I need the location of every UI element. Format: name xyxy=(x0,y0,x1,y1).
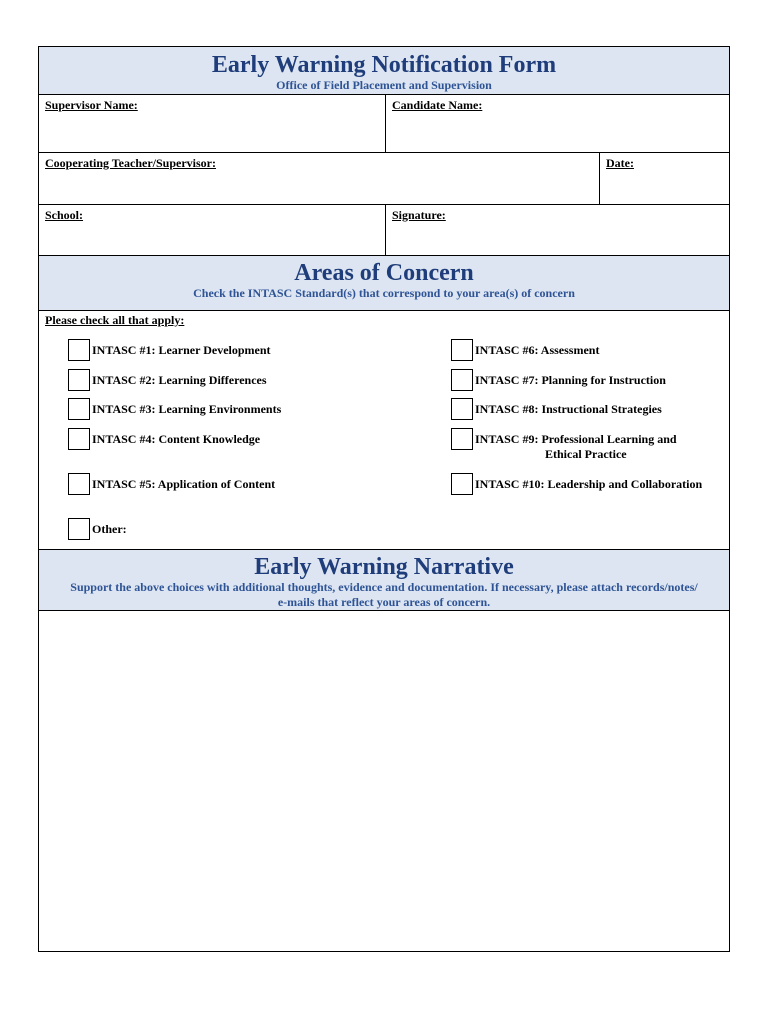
intasc-5-checkbox[interactable] xyxy=(68,473,90,495)
checklist-area xyxy=(39,311,729,549)
list-item xyxy=(451,343,599,361)
intasc-7-checkbox[interactable] xyxy=(451,369,473,391)
form-subtitle: Office of Field Placement and Supervision xyxy=(276,78,492,93)
intasc-2-checkbox[interactable] xyxy=(68,369,90,391)
intasc-3-label: INTASC #3: Learning Environments xyxy=(92,402,282,416)
cooperating-teacher-label: Cooperating Teacher/Supervisor: xyxy=(45,156,216,170)
school-field[interactable] xyxy=(39,205,385,255)
list-item xyxy=(68,343,271,361)
intasc-8-checkbox[interactable] xyxy=(451,398,473,420)
intasc-8-label: INTASC #8: Instructional Strategies xyxy=(475,402,662,416)
intasc-6-checkbox[interactable] xyxy=(451,339,473,361)
row-names xyxy=(39,95,729,153)
intasc-10-label: INTASC #10: Leadership and Collaboration xyxy=(475,477,703,491)
intasc-1-label: INTASC #1: Learner Development xyxy=(92,343,271,357)
row-school-signature xyxy=(39,205,729,255)
candidate-name-label: Candidate Name: xyxy=(392,98,483,112)
early-warning-form xyxy=(38,46,730,952)
intasc-4-checkbox[interactable] xyxy=(68,428,90,450)
supervisor-name-label: Supervisor Name: xyxy=(45,98,138,112)
areas-of-concern-subtitle: Check the INTASC Standard(s) that correspond to your area(s) of concern xyxy=(193,286,575,301)
date-label: Date: xyxy=(606,156,634,170)
candidate-name-field[interactable] xyxy=(385,95,729,152)
signature-field[interactable] xyxy=(385,205,729,255)
list-item xyxy=(451,373,666,391)
areas-of-concern-title: Areas of Concern xyxy=(294,260,474,286)
intasc-9-label xyxy=(475,432,677,462)
list-item xyxy=(68,522,127,540)
narrative-subtitle-line1: Support the above choices with additional thoughts, evidence and documentation. If necessary, please attach records/notes/ xyxy=(70,580,698,595)
row-teacher-date xyxy=(39,153,729,205)
checklist-instruction: Please check all that apply: xyxy=(45,313,185,327)
areas-of-concern-header xyxy=(39,255,729,311)
other-label: Other: xyxy=(92,522,127,536)
narrative-subtitle-line2: e-mails that reflect your areas of concern. xyxy=(277,595,491,610)
intasc-9-label-line1: INTASC #9: Professional Learning and xyxy=(475,432,677,446)
supervisor-name-field[interactable] xyxy=(39,95,385,152)
cooperating-teacher-field[interactable] xyxy=(39,153,599,204)
date-field[interactable] xyxy=(599,153,729,204)
list-item xyxy=(68,373,267,391)
intasc-7-label: INTASC #7: Planning for Instruction xyxy=(475,373,666,387)
narrative-text-area[interactable] xyxy=(39,611,729,951)
intasc-10-checkbox[interactable] xyxy=(451,473,473,495)
intasc-1-checkbox[interactable] xyxy=(68,339,90,361)
narrative-header xyxy=(39,549,729,611)
list-item xyxy=(451,402,662,420)
school-label: School: xyxy=(45,208,84,222)
intasc-4-label: INTASC #4: Content Knowledge xyxy=(92,432,261,446)
narrative-title: Early Warning Narrative xyxy=(254,554,514,580)
intasc-9-checkbox[interactable] xyxy=(451,428,473,450)
intasc-5-label: INTASC #5: Application of Content xyxy=(92,477,276,491)
intasc-2-label: INTASC #2: Learning Differences xyxy=(92,373,267,387)
list-item xyxy=(68,432,260,450)
form-header xyxy=(39,47,729,95)
intasc-9-label-line2: Ethical Practice xyxy=(545,447,627,461)
list-item xyxy=(68,402,281,420)
intasc-6-label: INTASC #6: Assessment xyxy=(475,343,600,357)
form-title: Early Warning Notification Form xyxy=(211,52,557,78)
other-checkbox[interactable] xyxy=(68,518,90,540)
list-item xyxy=(68,477,275,495)
list-item xyxy=(451,477,702,495)
list-item xyxy=(451,432,677,462)
intasc-3-checkbox[interactable] xyxy=(68,398,90,420)
signature-label: Signature: xyxy=(392,208,446,222)
